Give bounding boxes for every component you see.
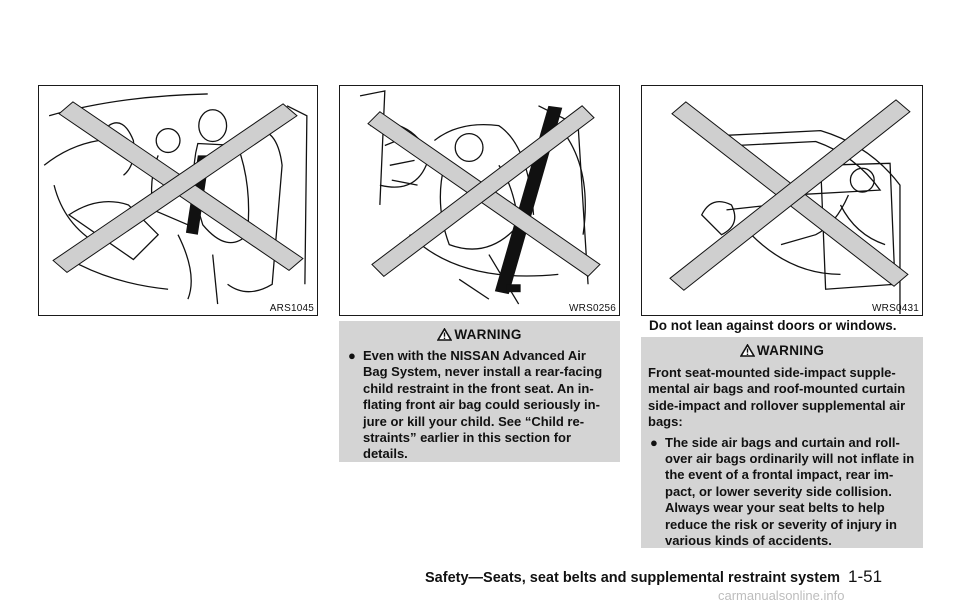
page-footer	[425, 567, 882, 587]
figure-wrs0431	[641, 85, 923, 316]
bullet-line: jure or kill your child. See “Child re-	[363, 413, 585, 429]
bullet-line: pact, or lower severity side collision.	[665, 483, 892, 499]
bullet-line: Bag System, never install a rear-facing	[363, 364, 603, 380]
figure-caption: Do not lean against doors or windows.	[649, 318, 897, 333]
illustration-rear-facing-child-seat	[340, 86, 619, 315]
bullet-line: over air bags ordinarily will not inflate in	[665, 451, 915, 467]
bullet-line: details.	[363, 446, 408, 462]
warning-panel-side-airbags	[641, 337, 923, 548]
warning-heading: WARNING	[648, 343, 916, 360]
bullet-line: the event of a frontal impact, rear im-	[665, 467, 894, 483]
warning-panel-child-restraint	[339, 321, 620, 462]
bullet-dot: ●	[348, 348, 356, 363]
bullet-line: flating front air bag could seriously in-	[363, 397, 600, 413]
warning-intro	[648, 365, 916, 431]
warning-heading: WARNING	[346, 327, 613, 344]
figure-ars1045	[38, 85, 318, 316]
bullet-dot: ●	[650, 434, 658, 450]
bullet-line: various kinds of accidents.	[665, 533, 832, 549]
bullet-line: reduce the risk or severity of injury in	[665, 516, 897, 532]
warning-bullet	[648, 435, 916, 550]
bullet-line: child restraint in the front seat. An in-	[363, 380, 594, 396]
figure-code: WRS0256	[569, 303, 616, 314]
bullet-line: Always wear your seat belts to help	[665, 500, 885, 516]
warning-triangle-icon	[437, 328, 452, 344]
bullet-line: The side air bags and curtain and roll-	[665, 434, 900, 450]
bullet-line: Even with the NISSAN Advanced Air	[363, 348, 586, 363]
bullet-line: straints” earlier in this section for	[363, 430, 572, 446]
illustration-leaning-on-door	[642, 86, 922, 315]
intro-line: mental air bags and roof-mounted curtain	[648, 381, 906, 397]
illustration-leaning-on-airbag	[39, 86, 317, 315]
intro-line: side-impact and rollover supplemental air	[648, 397, 906, 413]
watermark: carmanualsonline.info	[718, 588, 845, 603]
figure-wrs0256	[339, 85, 620, 316]
page-number: 1-51	[848, 567, 883, 586]
warning-bullet	[346, 348, 613, 463]
figure-code: ARS1045	[269, 303, 314, 314]
figure-code: WRS0431	[872, 303, 919, 314]
intro-line: bags:	[648, 414, 683, 430]
section-title: Safety—Seats, seat belts and supplemental restraint system	[425, 570, 841, 586]
intro-line: Front seat-mounted side-impact supple-	[648, 365, 896, 380]
warning-triangle-icon	[740, 344, 755, 360]
